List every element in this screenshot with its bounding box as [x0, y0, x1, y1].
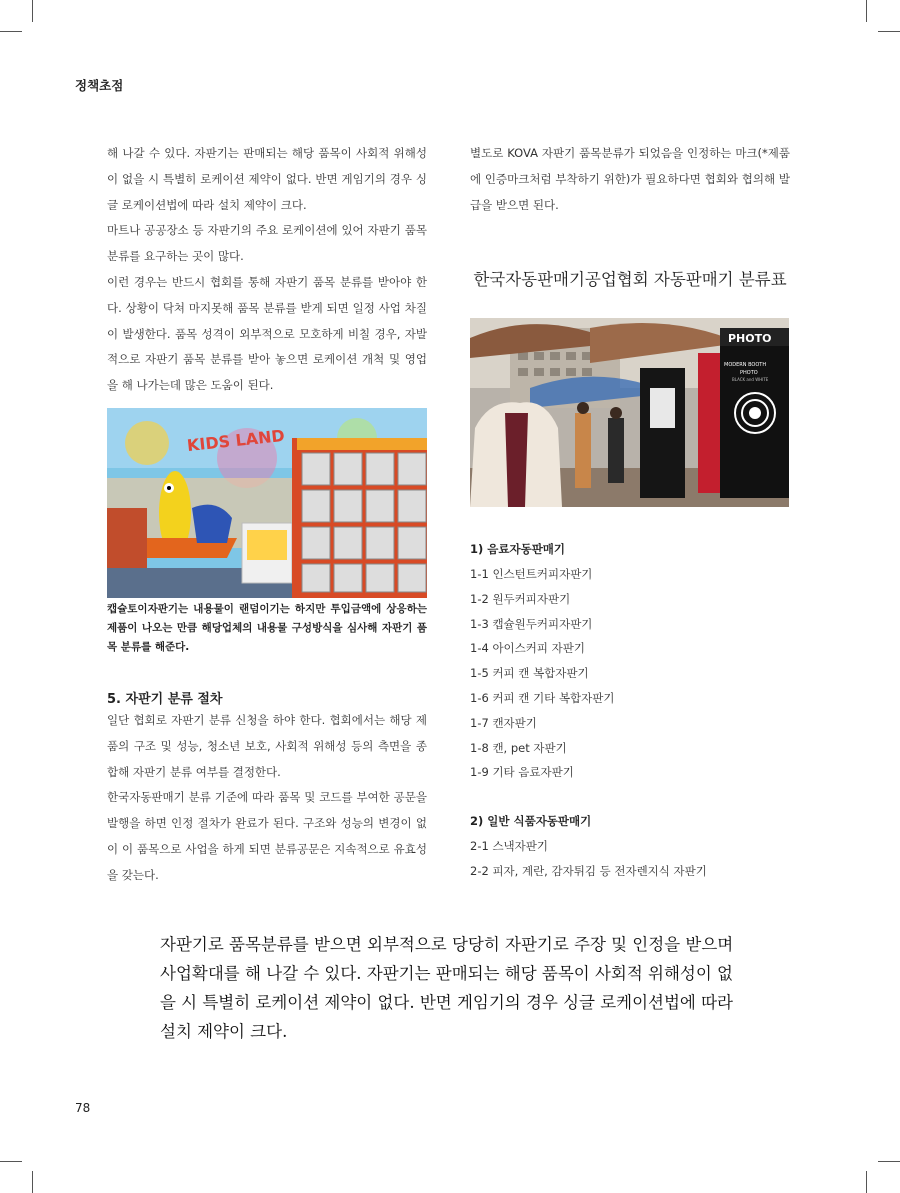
section-5-body: [107, 708, 427, 889]
paragraph: 이런 경우는 반드시 협회를 통해 자판기 품목 분류를 받아야 한다. 상황이 닥쳐 마지못해 품목 분류를 받게 되면 일정 사업 차질이 발생한다. 품목 성격이 외부적으로 모호하게 비칠 경우, 자발적으로 자판기 품목 분류를 받아 놓으면 로케이션 개척 및 영업을 해 나가는데 많은 도움이 된다.: [107, 274, 427, 393]
photo-sign: PHOTO: [728, 332, 772, 345]
paragraph: 마트나 공공장소 등 자판기의 주요 로케이션에 있어 자판기 품목 분류를 요구하는 곳이 많다.: [107, 223, 427, 264]
kids-land-sign: KIDS LAND: [186, 425, 286, 456]
booth-label-2: PHOTO: [740, 370, 758, 376]
list-item: 1-2 원두커피자판기: [470, 591, 571, 606]
section-5-title: 5. 자판기 분류 절차: [107, 692, 223, 707]
classification-list-1: [470, 537, 615, 785]
section-header: 정책초점: [75, 78, 124, 93]
crop-mark-bottom-left-h: [0, 1161, 22, 1162]
list-item: 2-2 피자, 계란, 감자튀김 등 전자렌지식 자판기: [470, 863, 707, 878]
photo-caption: 캡슐토이자판기는 내용물이 랜덤이기는 하지만 투입금액에 상응하는 제품이 나오는 만큼 해당업체의 내용물 구성방식을 심사해 자판기 품목 분류를 해준다.: [107, 603, 427, 653]
crop-mark-top-left-v: [32, 0, 33, 22]
paragraph: 별도로 KOVA 자판기 품목분류가 되었음을 인정하는 마크(*제품에 인증마크처럼 부착하기 위한)가 필요하다면 협회와 협의해 발급을 받으면 된다.: [470, 146, 790, 212]
pull-quote: 자판기로 품목분류를 받으면 외부적으로 당당히 자판기로 주장 및 인정을 받으며 사업확대를 해 나갈 수 있다. 자판기는 판매되는 해당 품목이 사회적 위해성이 없을 시 특별히 로케이션 제약이 없다. 반면 게임기의 경우 싱글 로케이션법에 따라 설치 제약이 크다.: [160, 935, 734, 1041]
list-item: 1-6 커피 캔 기타 복합자판기: [470, 690, 615, 705]
classification-list-2: [470, 809, 707, 884]
crop-mark-bottom-right-h: [878, 1161, 900, 1162]
crop-mark-top-right-h: [878, 31, 900, 32]
paragraph: 해 나갈 수 있다. 자판기는 판매되는 해당 품목이 사회적 위해성이 없을 시 특별히 로케이션 제약이 없다. 반면 게임기의 경우 싱글 로케이션법에 따라 설치 제약이 크다.: [107, 146, 427, 212]
crop-mark-top-right-v: [866, 0, 867, 22]
paragraph: 한국자동판매기 분류 기준에 따라 품목 및 코드를 부여한 공문을 발행을 하면 인정 절차가 완료가 된다. 구조와 성능의 변경이 없이 이 품목으로 사업을 하게 되면 분류공문은 지속적으로 유효성을 갖는다.: [107, 790, 427, 882]
page-number: 78: [75, 1101, 91, 1115]
booth-label-1: MODERN BOOTH: [724, 362, 767, 368]
list-item: 2-1 스낵자판기: [470, 839, 548, 853]
list-item: 1-3 캡슐원두커피자판기: [470, 616, 593, 631]
list-heading: 2) 일반 식품자동판매기: [470, 814, 592, 828]
left-column-body: [107, 141, 427, 399]
list-item: 1-9 기타 음료자판기: [470, 765, 574, 780]
classification-table-title: 한국자동판매기공업협회 자동판매기 분류표: [473, 270, 787, 289]
crop-mark-bottom-right-v: [866, 1171, 867, 1193]
list-item: 1-8 캔, pet 자판기: [470, 740, 567, 755]
paragraph: 일단 협회로 자판기 분류 신청을 하야 한다. 협회에서는 해당 제품의 구조 및 성능, 청소년 보호, 사회적 위해성 등의 측면을 종합해 자판기 분류 여부를 결정한다.: [107, 713, 427, 779]
crop-mark-top-left-h: [0, 31, 22, 32]
list-heading: 1) 음료자동판매기: [470, 542, 566, 556]
right-column-body: [470, 141, 790, 218]
photo-booth-photo: [470, 318, 789, 507]
booth-label-3: BLACK and WHITE: [732, 377, 769, 382]
list-item: 1-1 인스턴트커피자판기: [470, 567, 593, 581]
list-item: 1-5 커피 캔 복합자판기: [470, 666, 589, 681]
list-item: 1-7 캔자판기: [470, 715, 537, 730]
capsule-toy-photo: [107, 408, 427, 598]
crop-mark-bottom-left-v: [32, 1171, 33, 1193]
list-item: 1-4 아이스커피 자판기: [470, 641, 585, 656]
